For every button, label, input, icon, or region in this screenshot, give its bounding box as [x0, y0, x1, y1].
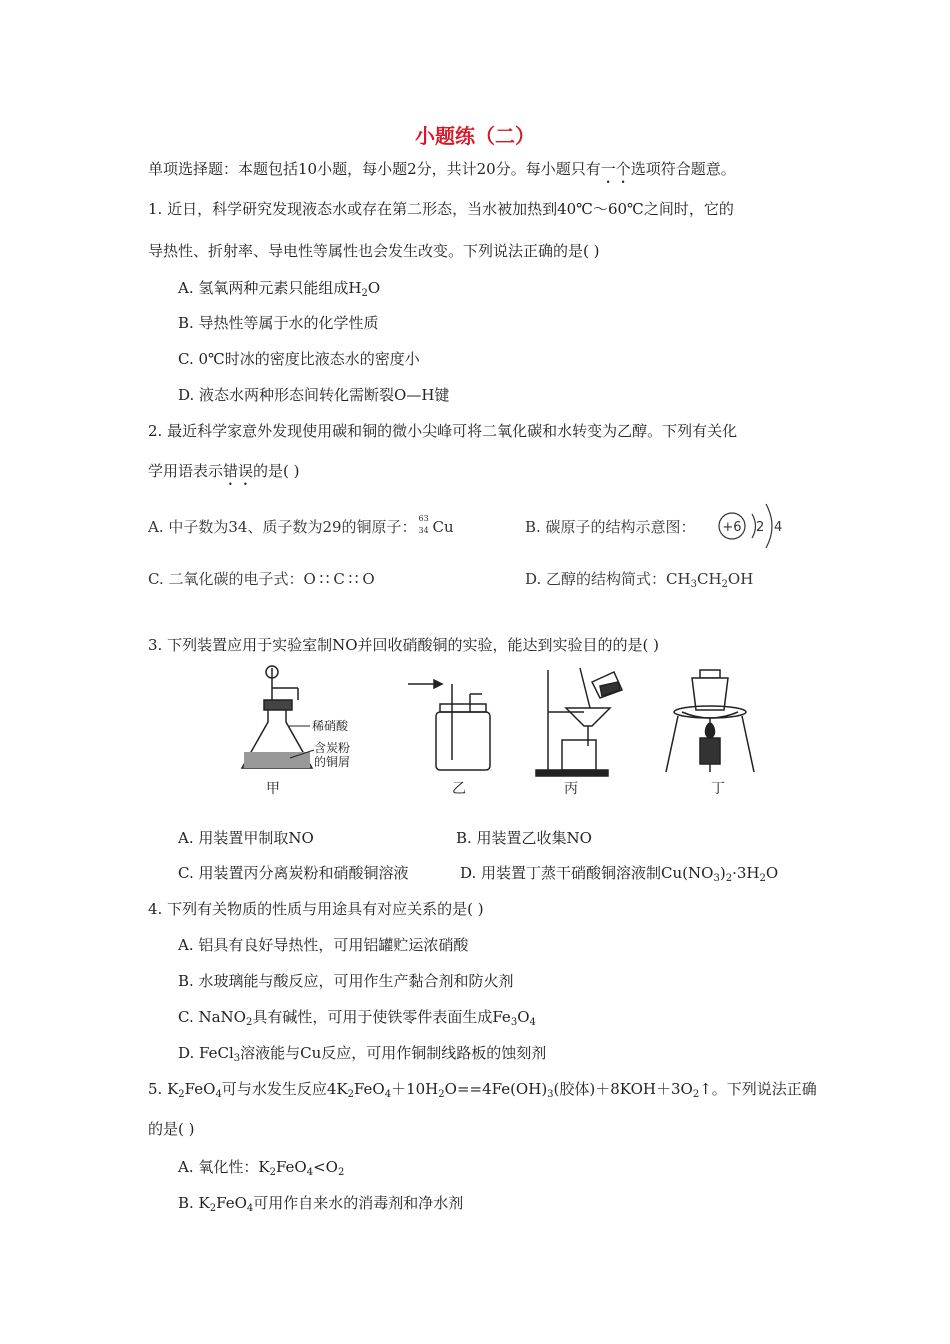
q3-option-a: A. 用装置甲制取NO [178, 829, 314, 847]
apparatus-jia [242, 666, 314, 768]
q5-stem-line2: 的是( ) [148, 1120, 195, 1138]
svg-text:的铜屑: 的铜屑 [314, 755, 351, 769]
q2-option-a: A. 中子数为34、质子数为29的铜原子： 63 34 Cu [148, 514, 454, 536]
q2-option-d: D. 乙醇的结构简式：$CH_3CH_2OH$ [525, 570, 754, 590]
q5-option-a: A. 氧化性：$K_2FeO_4<O_2$ [178, 1158, 345, 1178]
apparatus-ding [666, 670, 754, 772]
instruction: 单项选择题：本题包括10小题，每小题2分，共计20分。每小题只有一个选项符合题意。 [148, 160, 736, 178]
apparatus-figure [230, 660, 770, 800]
apparatus-bing [536, 668, 622, 776]
svg-text:2: 2 [756, 520, 765, 535]
q3-option-c: C. 用装置丙分离炭粉和硝酸铜溶液 [178, 864, 409, 882]
q1-option-c: C. 0℃时冰的密度比液态水的密度小 [178, 350, 420, 368]
q2-option-c: C. 二氧化碳的电子式：O∷C∷O [148, 570, 379, 588]
q4-option-b: B. 水玻璃能与酸反应，可用作生产黏合剂和防火剂 [178, 972, 514, 990]
q4-stem: 4. 下列有关物质的性质与用途具有对应关系的是( ) [148, 900, 484, 918]
q2-stem-line2: 学用语表示错误的是( ) [148, 462, 300, 480]
q1-stem-line1: 1. 近日，科学研究发现液态水或存在第二形态，当水被加热到40℃～60℃之间时，它的 [148, 200, 734, 218]
caption-bing: 丙 [564, 781, 578, 797]
q1-option-b: B. 导热性等属于水的化学性质 [178, 314, 379, 332]
caption-yi: 乙 [452, 781, 466, 797]
q4-option-c: C. NaNO$_2$具有碱性，可用于使铁零件表面生成$Fe_3O_4$ [178, 1008, 536, 1028]
q3-stem: 3. 下列装置应用于实验室制NO并回收硝酸铜的实验，能达到实验目的的是( ) [148, 636, 659, 654]
caption-ding: 丁 [711, 781, 725, 797]
q4-option-d: D. FeCl$_3$溶液能与Cu反应，可用作铜制线路板的蚀刻剂 [178, 1044, 547, 1064]
svg-text:4: 4 [774, 520, 783, 535]
q3-option-b: B. 用装置乙收集NO [456, 829, 592, 847]
svg-text:+6: +6 [722, 520, 742, 535]
co2-electron-formula: O∷C∷O [303, 570, 379, 588]
caption-jia: 甲 [266, 781, 280, 797]
svg-text:稀硝酸: 稀硝酸 [312, 719, 349, 733]
q2-option-b: B. 碳原子的结构示意图： [525, 518, 696, 536]
q3-option-d: D. 用装置丁蒸干硝酸铜溶液制$Cu(NO_3)_2\cdot 3H_2O$ [460, 864, 779, 884]
q1-option-a: A. 氢氧两种元素只能组成$H_2O$ [178, 279, 381, 299]
svg-text:含炭粉: 含炭粉 [314, 741, 351, 755]
q1-option-d: D. 液态水两种形态间转化需断裂O—H键 [178, 386, 450, 404]
emphasis-text: 一个 [600, 160, 631, 178]
q2-stem-line1: 2. 最近科学家意外发现使用碳和铜的微小尖峰可将二氧化碳和水转变为乙醇。下列有关化 [148, 422, 738, 440]
emphasis-text: 错误 [223, 462, 254, 480]
q5-option-b: B. $K_2FeO_4$可用作自来水的消毒剂和净水剂 [178, 1194, 464, 1214]
apparatus-yi [408, 680, 490, 770]
page-title: 小题练（二） [415, 124, 535, 148]
q4-option-a: A. 铝具有良好导热性，可用铝罐贮运浓硝酸 [178, 936, 469, 954]
q5-stem-line1: 5. $K_2FeO_4$可与水发生反应$4K_2FeO_4+10H_2O==4Fe(OH)_3$(胶体)$+8KOH+3O_2↑$。下列说法正确 [148, 1080, 817, 1100]
q1-stem-line2: 导热性、折射率、导电性等属性也会发生改变。下列说法正确的是( ) [148, 242, 600, 260]
carbon-atom-diagram [712, 498, 802, 554]
